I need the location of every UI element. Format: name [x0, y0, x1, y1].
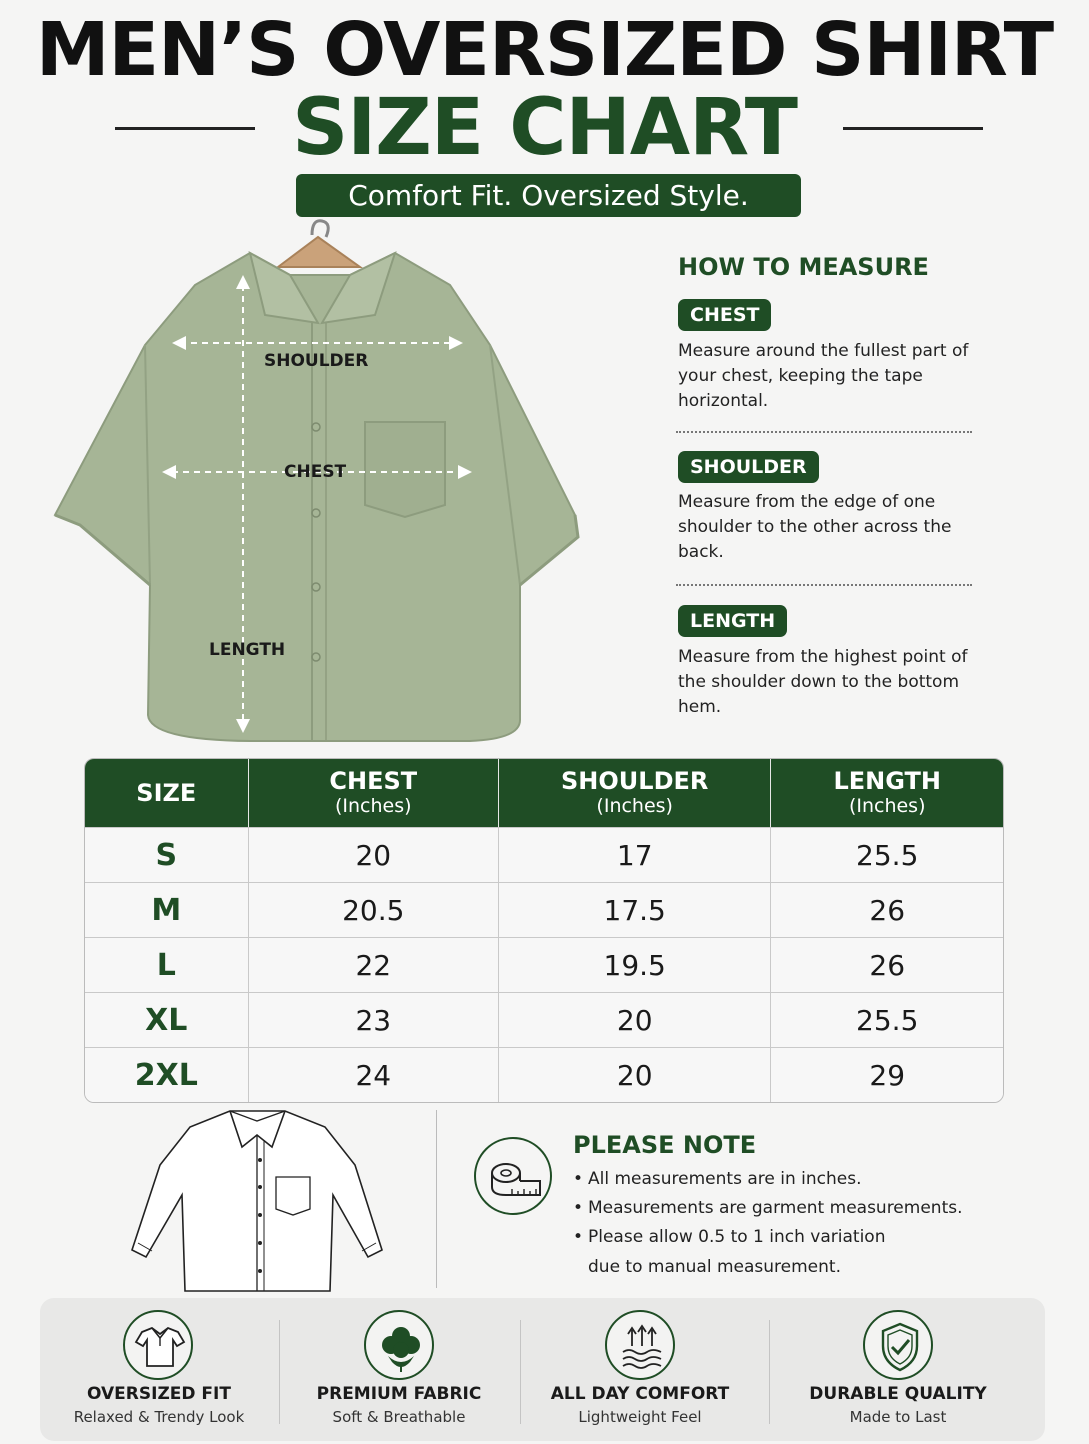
header-chest: CHEST (Inches): [249, 759, 499, 827]
chest-label: CHEST: [284, 462, 347, 482]
length-description: Measure from the highest point of the shoulder down to the bottom hem.: [678, 647, 968, 717]
chest-description: Measure around the fullest part of your chest, keeping the tape horizontal.: [678, 341, 969, 411]
chest-cell: 20.5: [249, 882, 499, 937]
shoulder-pill: SHOULDER: [678, 451, 819, 483]
note-item: • Please allow 0.5 to 1 inch variation: [573, 1223, 993, 1252]
length-cell: 26: [771, 882, 1003, 937]
chest-cell: 23: [249, 992, 499, 1047]
shirt-illustration: [50, 215, 585, 745]
vertical-divider: [436, 1110, 437, 1288]
size-cell: M: [85, 882, 249, 937]
feature-title: OVERSIZED FIT: [87, 1384, 231, 1404]
how-to-measure-title: HOW TO MEASURE: [678, 253, 929, 281]
shirt-outline-icon: [130, 1105, 385, 1300]
dotted-divider: [676, 431, 972, 433]
features-bar: [40, 1298, 1045, 1441]
shield-check-icon: [863, 1310, 933, 1380]
subtitle-row: [0, 83, 1089, 173]
feature-premium-fabric: [280, 1298, 518, 1441]
dotted-divider: [676, 584, 972, 586]
length-cell: 25.5: [771, 992, 1003, 1047]
length-cell: 25.5: [771, 827, 1003, 882]
length-cell: 26: [771, 937, 1003, 992]
shoulder-cell: 17: [499, 827, 772, 882]
cotton-icon: [364, 1310, 434, 1380]
shoulder-cell: 20: [499, 992, 772, 1047]
feature-title: ALL DAY COMFORT: [550, 1384, 730, 1404]
size-cell: L: [85, 937, 249, 992]
please-note-title: PLEASE NOTE: [573, 1131, 757, 1159]
table-header-row: [85, 759, 1003, 827]
chest-cell: 24: [249, 1047, 499, 1102]
feature-subtitle: Relaxed & Trendy Look: [73, 1408, 245, 1426]
size-cell: 2XL: [85, 1047, 249, 1102]
length-pill: LENGTH: [678, 605, 787, 637]
note-item: • Measurements are garment measurements.: [573, 1194, 993, 1223]
feature-title: DURABLE QUALITY: [809, 1384, 987, 1404]
table-row: [85, 992, 1003, 1047]
table-row: [85, 937, 1003, 992]
shoulder-label: SHOULDER: [264, 351, 369, 371]
header-size: SIZE: [85, 759, 249, 827]
polo-shirt-icon: [123, 1310, 193, 1380]
feature-durable-quality: [770, 1298, 1026, 1441]
header-length: LENGTH (Inches): [771, 759, 1003, 827]
airflow-icon: [605, 1310, 675, 1380]
length-label: LENGTH: [209, 640, 286, 660]
feature-title: PREMIUM FABRIC: [316, 1384, 482, 1404]
shoulder-description: Measure from the edge of one shoulder to the other across the back.: [678, 492, 952, 562]
tagline-banner: Comfort Fit. Oversized Style.: [296, 174, 801, 217]
shoulder-cell: 19.5: [499, 937, 772, 992]
length-cell: 29: [771, 1047, 1003, 1102]
shoulder-cell: 20: [499, 1047, 772, 1102]
table-row: [85, 882, 1003, 937]
page-subtitle: SIZE CHART: [292, 83, 797, 173]
note-item: • All measurements are in inches.: [573, 1165, 993, 1194]
feature-all-day-comfort: [521, 1298, 759, 1441]
measuring-tape-icon: [474, 1137, 552, 1215]
page-title: MEN’S OVERSIZED SHIRT: [35, 7, 1054, 93]
note-item-continuation: due to manual measurement.: [588, 1257, 841, 1277]
chest-cell: 20: [249, 827, 499, 882]
decorative-line-right: [843, 127, 983, 130]
note-list: [573, 1165, 993, 1252]
size-cell: XL: [85, 992, 249, 1047]
size-cell: S: [85, 827, 249, 882]
header-shoulder: SHOULDER (Inches): [499, 759, 772, 827]
size-table: [84, 758, 1004, 1103]
feature-subtitle: Made to Last: [849, 1408, 947, 1426]
shoulder-cell: 17.5: [499, 882, 772, 937]
chest-cell: 22: [249, 937, 499, 992]
table-row: [85, 827, 1003, 882]
feature-oversized-fit: [40, 1298, 278, 1441]
feature-subtitle: Soft & Breathable: [332, 1408, 466, 1426]
feature-subtitle: Lightweight Feel: [578, 1408, 702, 1426]
table-row: [85, 1047, 1003, 1102]
chest-pill: CHEST: [678, 299, 771, 331]
